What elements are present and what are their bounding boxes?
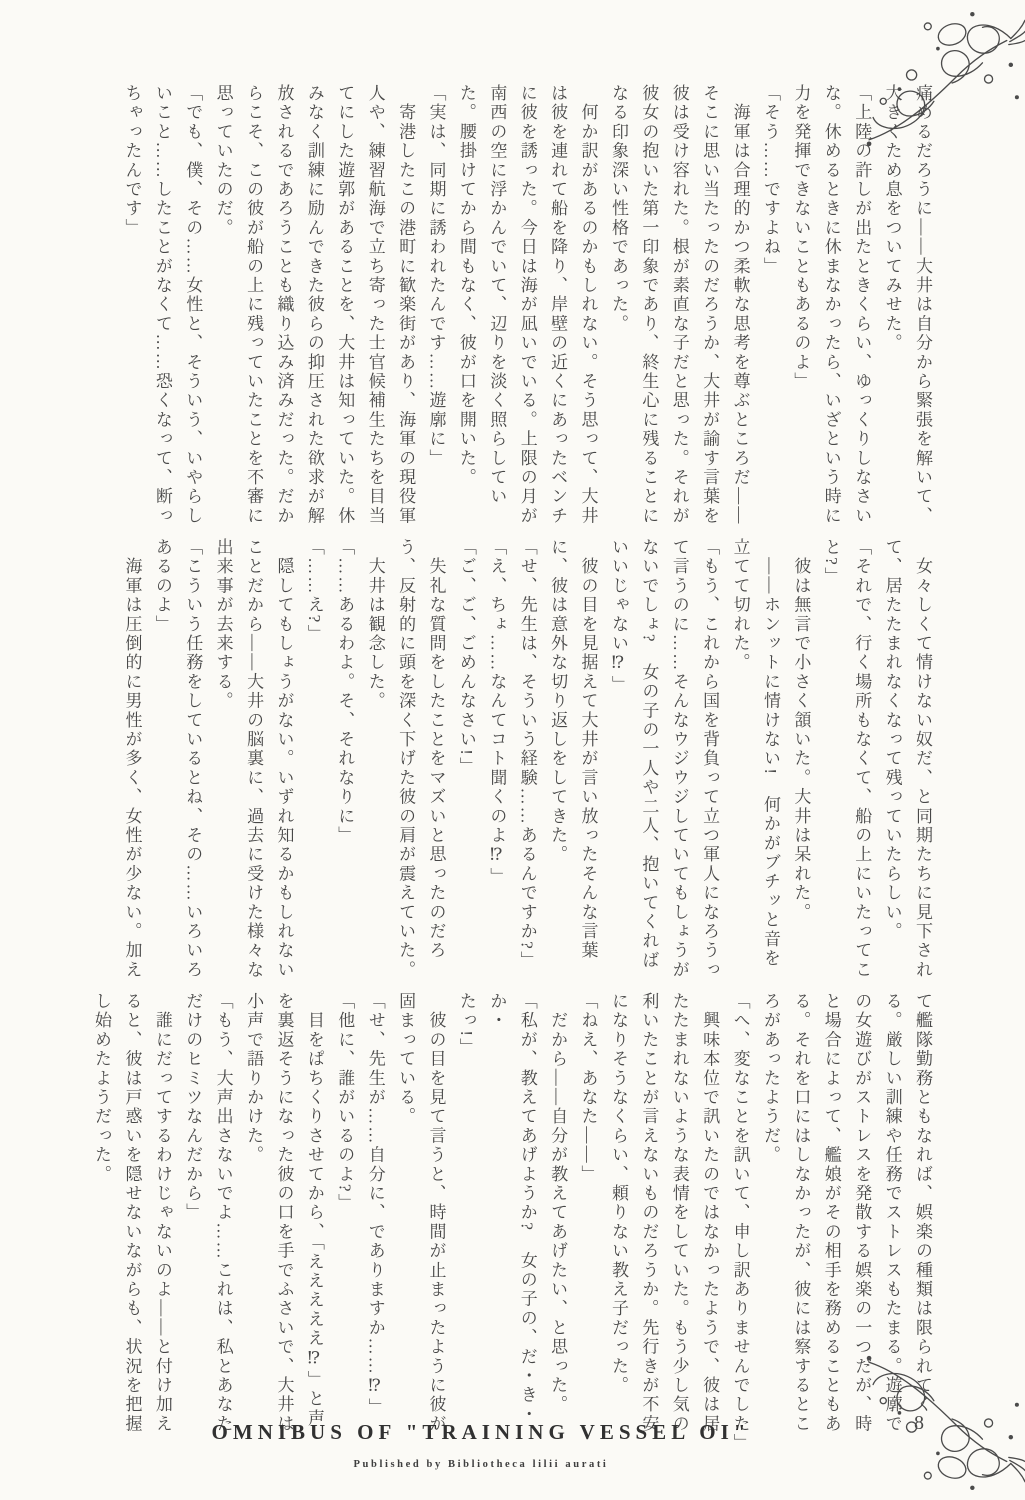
text-column: てにした遊郭があることを、大井は知っていた。休 xyxy=(335,84,355,526)
text-column: の女遊びがストレスを発散する娯楽の一つだが、時 xyxy=(852,992,872,1434)
text-column: と?」 xyxy=(821,538,841,587)
text-column: 「ご、ご、ごめんなさい!」 xyxy=(456,538,476,777)
text-column: 何か訳があるのかもしれない。そう思って、大井 xyxy=(578,84,598,526)
text-column: 目をぱちくりさせてから、「えええええ⁉」と声 xyxy=(304,992,324,1429)
text-column: を裏返そうになった彼の口を手でふさいで、大井は xyxy=(274,992,294,1434)
text-column: 「他に、誰がいるのよ?」 xyxy=(335,992,355,1213)
text-block-top xyxy=(116,84,937,540)
text-column: 興味本位で訊いたのではなかったようで、彼は居 xyxy=(700,992,720,1434)
text-column: し始めたようだった。 xyxy=(92,992,112,1184)
text-column: あるのよ」 xyxy=(152,538,172,634)
text-column: 出来事が去来する。 xyxy=(213,538,233,711)
text-column: 寄港したこの港町に歓楽街があり、海軍の現役軍 xyxy=(396,84,416,526)
text-column: ちゃったんです」 xyxy=(122,84,142,238)
text-column: 「もう、大声出さないでよ……これは、私とあなた xyxy=(213,992,233,1434)
text-block-middle xyxy=(116,538,937,994)
text-column: 「そう……ですよね」 xyxy=(760,84,780,276)
text-column: 「……あるわよ。そ、それなりに」 xyxy=(335,538,355,846)
text-column: 南西の空に浮かんでいて、辺りを淡く照らしてい xyxy=(487,84,507,507)
text-column: なる印象深い性格であった。 xyxy=(608,84,628,334)
text-column: う、反射的に頭を深く下げた彼の肩が震えていた。 xyxy=(396,538,416,980)
text-column: 力を発揮できないこともあるのよ」 xyxy=(791,84,811,392)
text-column: て艦隊勤務ともなれば、娯楽の種類は限られてく xyxy=(913,992,932,1415)
footer-publisher: Published by Bibliotheca lilii aurati xyxy=(353,1459,609,1470)
text-column: 「……え?」 xyxy=(304,538,324,644)
text-column: 立てて切れた。 xyxy=(730,538,750,673)
text-column: ――ホンットに情けない! 何かがブチッと音を xyxy=(760,538,780,969)
text-column: 彼は無言で小さく頷いた。大井は呆れた。 xyxy=(791,538,811,922)
text-column: ると、彼は戸惑いを隠せないながらも、状況を把握 xyxy=(122,992,142,1434)
text-column: 隠してもしょうがない。いずれ知るかもしれない xyxy=(274,538,294,980)
text-column: は彼を連れて船を降り、岸壁の近くにあったベンチ xyxy=(548,84,568,526)
text-column: に彼を誘った。今日は海が凪いでいる。上限の月が xyxy=(517,84,537,526)
text-column: ろがあったようだ。 xyxy=(760,992,780,1165)
text-column: 「こういう任務をしているとね、その……いろいろ xyxy=(183,538,203,980)
text-column: 「え、ちょ……なんてコト聞くのよ⁉」 xyxy=(487,538,507,887)
text-column: たたまれないような表情をしていた。もう少し気の xyxy=(669,992,689,1434)
text-column: 彼の目を見て言うと、時間が止まったように彼が xyxy=(426,992,446,1434)
page-number: 8 xyxy=(914,1412,924,1434)
text-column: 「ねえ、あなた――」 xyxy=(578,992,598,1184)
text-column: 女々しくて情けない奴だ、と同期たちに見下され xyxy=(913,538,932,980)
text-column: る。それを口にはしなかったが、彼には察するとこ xyxy=(791,992,811,1434)
text-column: 失礼な質問をしたことをマズいと思ったのだろ xyxy=(426,538,446,961)
text-column: 放されるであろうことも織り込み済みだった。だか xyxy=(274,84,294,526)
text-column: る。厳しい訓練や任務でストレスもたまる。遊廓で xyxy=(882,992,902,1434)
text-column: 彼の目を見据えて大井が言い放ったそんな言葉 xyxy=(578,538,598,961)
text-column: ないでしょ? 女の子の一人や二人、抱いてくれば xyxy=(639,538,659,971)
text-column: みなく訓練に励んできた彼らの抑圧された欲求が解 xyxy=(304,84,324,526)
text-column: 「もう、これから国を背負って立つ軍人になろうっ xyxy=(700,538,720,980)
text-column: な。休めるときに休まなかったら、いざという時に xyxy=(821,84,841,526)
text-column: 思っていたのだ。 xyxy=(213,84,233,238)
text-column: だから――自分が教えてあげたい、と思った。 xyxy=(548,992,568,1415)
footer-book-title: OMNIBUS OF "TRAINING VESSEL OI" xyxy=(211,1420,751,1444)
text-column: 「せ、先生は、そういう経験……あるんですか?」 xyxy=(517,538,537,971)
text-column: になりそうなくらい、頼りない教え子だった。 xyxy=(608,992,628,1396)
text-column: 誰にだってするわけじゃないのよ――と付け加え xyxy=(152,992,172,1434)
text-column: 海軍は合理的かつ柔軟な思考を尊ぶところだ―― xyxy=(730,84,750,526)
text-column: 小声で語りかけた。 xyxy=(244,992,264,1165)
text-column: 痛めるだろうに――大井は自分から緊張を解いて、 xyxy=(913,84,932,526)
text-column: た。腰掛けてから間もなく、彼が口を開いた。 xyxy=(456,84,476,488)
text-column: 海軍は圧倒的に男性が多く、女性が少ない。加え xyxy=(122,538,142,980)
text-column: 「でも、僕、その……女性と、そういう、いやらし xyxy=(183,84,203,526)
text-column: 固まっている。 xyxy=(396,992,416,1127)
text-column: たっ!」 xyxy=(456,992,476,1058)
text-column: 「上陸の許しが出たときくらい、ゆっくりしなさい xyxy=(852,84,872,526)
text-column: 人や、練習航海で立ち寄った士官候補生たちを目当 xyxy=(365,84,385,526)
text-column: いいじゃない⁉」 xyxy=(608,538,628,695)
text-column: 「私が、教えてあげようか? 女の子の、だ・き・か・ xyxy=(487,992,537,1425)
text-column: て、居たたまれなくなって残っていたらしい。 xyxy=(882,538,902,942)
text-column: 「実は、同期に誘われたんです……遊廓に」 xyxy=(426,84,446,468)
text-column: と場合によって、艦娘がその相手を務めることもあ xyxy=(821,992,841,1434)
text-column: いこと……したことがなくて……恐くなって、断っ xyxy=(152,84,172,526)
text-column: 利いたことが言えないものだろうか。先行きが不安 xyxy=(639,992,659,1434)
text-block-bottom xyxy=(86,992,937,1453)
text-column: 「それで、行く場所もなくて、船の上にいたってこ xyxy=(852,538,872,980)
text-column: だけのヒミツなんだから」 xyxy=(183,992,203,1223)
text-column: 大井は観念した。 xyxy=(365,538,385,711)
text-column: て言うのに……そんなウジウジしていてもしょうが xyxy=(669,538,689,980)
text-column: 「へ、変なことを訊いて、申し訳ありませんでした」 xyxy=(730,992,750,1453)
text-column: に、彼は意外な切り返しをしてきた。 xyxy=(548,538,568,865)
text-column: らこそ、この彼が船の上に残っていたことを不審に xyxy=(244,84,264,526)
text-column: そこに思い当たったのだろうか、大井が諭す言葉を xyxy=(700,84,720,526)
text-column: 「せ、先生が……自分に、でありますか……⁉」 xyxy=(365,992,385,1418)
text-column: 彼女の抱いた第一印象であり、終生心に残ることに xyxy=(639,84,659,526)
text-column: 大きくため息をついてみせた。 xyxy=(882,84,902,353)
text-column: 彼は受け容れた。根が素直な子だと思った。それが xyxy=(669,84,689,526)
text-column: ことだから――大井の脳裏に、過去に受けた様々な xyxy=(244,538,264,980)
